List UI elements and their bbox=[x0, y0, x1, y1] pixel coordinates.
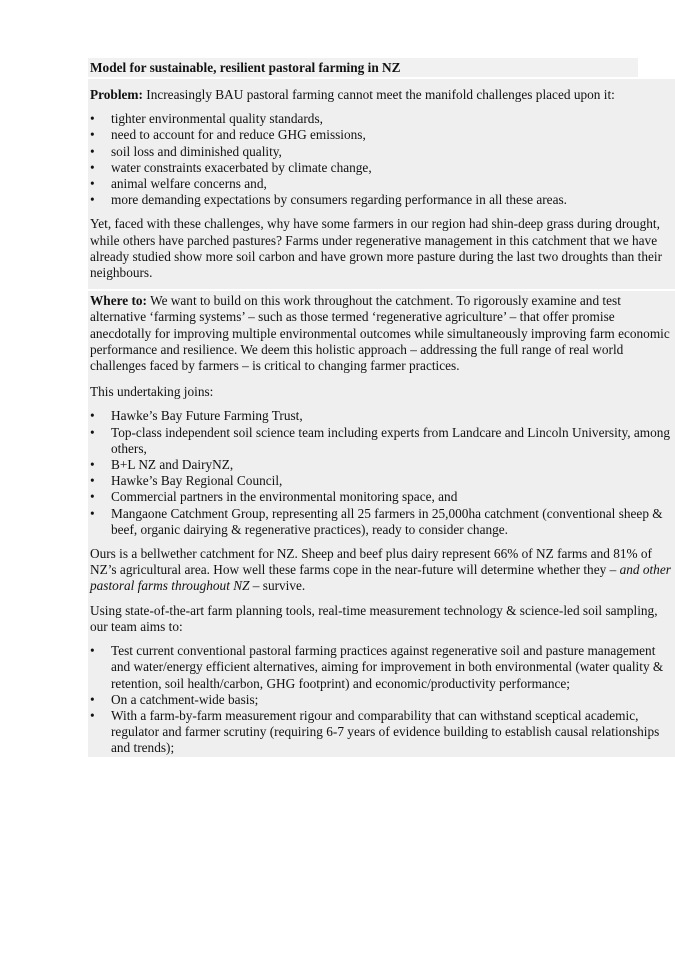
problem-intro-text: Increasingly BAU pastoral farming cannot meet the manifold challenges placed upon it: bbox=[142, 87, 615, 102]
problem-paragraph: Yet, faced with these challenges, why have some farmers in our region had shin-deep grass during drought, while others have parched pastures? Farms under regenerative management in this catchment that we have already studied show more soil carbon and have grown more pasture during the last two droughts than their neighbours. bbox=[90, 216, 662, 281]
problem-bullet-item bbox=[90, 176, 675, 192]
aims-bullet-item-text: On a catchment-wide basis; bbox=[111, 691, 259, 707]
problem-bullet-item-text: animal welfare concerns and, bbox=[111, 176, 267, 192]
problem-section bbox=[88, 79, 675, 289]
problem-bullet-item-text: water constraints exacerbated by climate change, bbox=[111, 159, 372, 175]
bullet-glyph: • bbox=[90, 489, 95, 505]
where-to-section bbox=[88, 291, 675, 376]
problem-bullet-item-text: soil loss and diminished quality, bbox=[111, 143, 282, 159]
bullet-glyph: • bbox=[90, 473, 95, 489]
bullet-glyph: • bbox=[90, 143, 95, 159]
aims-bullet-item bbox=[90, 643, 675, 692]
problem-bullet-item bbox=[90, 127, 675, 143]
bellwether-text-a: Ours is a bellwether catchment for NZ. Sheep and beef plus dairy represent 66% of NZ farms and 81% of NZ’s agricultural area. How well these farms cope in the near-future will determine whether they – bbox=[90, 546, 652, 578]
where-to-paragraph bbox=[90, 293, 675, 374]
document-title: Model for sustainable, resilient pastoral farming in NZ bbox=[88, 58, 638, 77]
joins-intro: This undertaking joins: bbox=[90, 384, 214, 400]
bullet-glyph: • bbox=[90, 457, 95, 473]
bellwether-paragraph bbox=[90, 546, 675, 595]
joins-bullet-item-text: B+L NZ and DairyNZ, bbox=[111, 457, 234, 473]
problem-bullet-item-text: need to account for and reduce GHG emissions, bbox=[111, 127, 366, 143]
joins-bullet-item-text: Top-class independent soil science team including experts from Landcare and Lincoln University, among others, bbox=[111, 424, 671, 456]
bullet-glyph: • bbox=[90, 643, 95, 659]
aims-bullet-item bbox=[90, 708, 675, 757]
joins-bullet-list bbox=[90, 408, 675, 538]
bullet-glyph: • bbox=[90, 127, 95, 143]
aims-intro: Using state-of-the-art farm planning tools, real-time measurement technology & science-led soil sampling, our team aims to: bbox=[90, 602, 658, 634]
problem-intro bbox=[90, 87, 675, 103]
bullet-glyph: • bbox=[90, 176, 95, 192]
joins-bullet-item bbox=[90, 506, 675, 538]
joins-bullet-item bbox=[90, 425, 675, 457]
bullet-glyph: • bbox=[90, 691, 95, 707]
problem-label: Problem: bbox=[90, 87, 143, 102]
problem-bullet-item bbox=[90, 111, 675, 127]
problem-bullet-list bbox=[90, 111, 675, 208]
bullet-glyph: • bbox=[90, 707, 95, 723]
joins-bullet-item-text: Hawke’s Bay Future Farming Trust, bbox=[111, 408, 303, 424]
joins-bullet-item-text: Mangaone Catchment Group, representing all 25 farmers in 25,000ha catchment (conventional sheep & beef, organic dairying & regenerative practices), ready to consider change. bbox=[111, 505, 663, 537]
bullet-glyph: • bbox=[90, 192, 95, 208]
bellwether-text-b: – survive. bbox=[249, 578, 306, 594]
problem-bullet-item bbox=[90, 160, 675, 176]
aims-bullet-item bbox=[90, 692, 675, 708]
aims-bullet-item-text: With a farm-by-farm measurement rigour and comparability that can withstand sceptical academic, regulator and farmer scrutiny (requiring 6-7 years of evidence building to establish causal relationships and trends); bbox=[111, 707, 660, 756]
joins-bullet-item-text: Hawke’s Bay Regional Council, bbox=[111, 473, 283, 489]
problem-bullet-item bbox=[90, 144, 675, 160]
document-page bbox=[88, 58, 675, 757]
bullet-glyph: • bbox=[90, 424, 95, 440]
problem-bullet-item bbox=[90, 192, 675, 208]
aims-bullet-item-text: Test current conventional pastoral farming practices against regenerative soil and pasture management and water/energy efficient alternatives, aiming for improvement in both environmental (water quality & retention, soil health/carbon, GHG footprint) and economic/productivity performance; bbox=[111, 643, 664, 691]
bullet-glyph: • bbox=[90, 505, 95, 521]
problem-bullet-item-text: tighter environmental quality standards, bbox=[111, 111, 323, 127]
problem-bullet-item-text: more demanding expectations by consumers regarding performance in all these areas. bbox=[111, 192, 567, 208]
bullet-glyph: • bbox=[90, 408, 95, 424]
bullet-glyph: • bbox=[90, 111, 95, 127]
joins-bullet-item bbox=[90, 408, 675, 424]
aims-bullet-list bbox=[90, 643, 675, 756]
bullet-glyph: • bbox=[90, 159, 95, 175]
joins-bullet-item-text: Commercial partners in the environmental monitoring space, and bbox=[111, 489, 458, 505]
where-to-text: We want to build on this work throughout the catchment. To rigorously examine and test alternative ‘farming systems’ – such as those termed ‘regenerative agriculture’ – that offer promise anecdotally for improving multiple environmental outcomes while simultaneously improving farm economic performance and resilience. We deem this holistic approach – addressing the full range of real world challenges faced by farmers – is critical to changing farmer practices. bbox=[90, 293, 670, 374]
joins-bullet-item bbox=[90, 489, 675, 505]
bellwether-text-italic: and other pastoral farms throughout NZ bbox=[90, 562, 671, 594]
joins-section bbox=[88, 376, 675, 756]
joins-bullet-item bbox=[90, 473, 675, 489]
joins-bullet-item bbox=[90, 457, 675, 473]
where-to-label: Where to: bbox=[90, 293, 147, 309]
